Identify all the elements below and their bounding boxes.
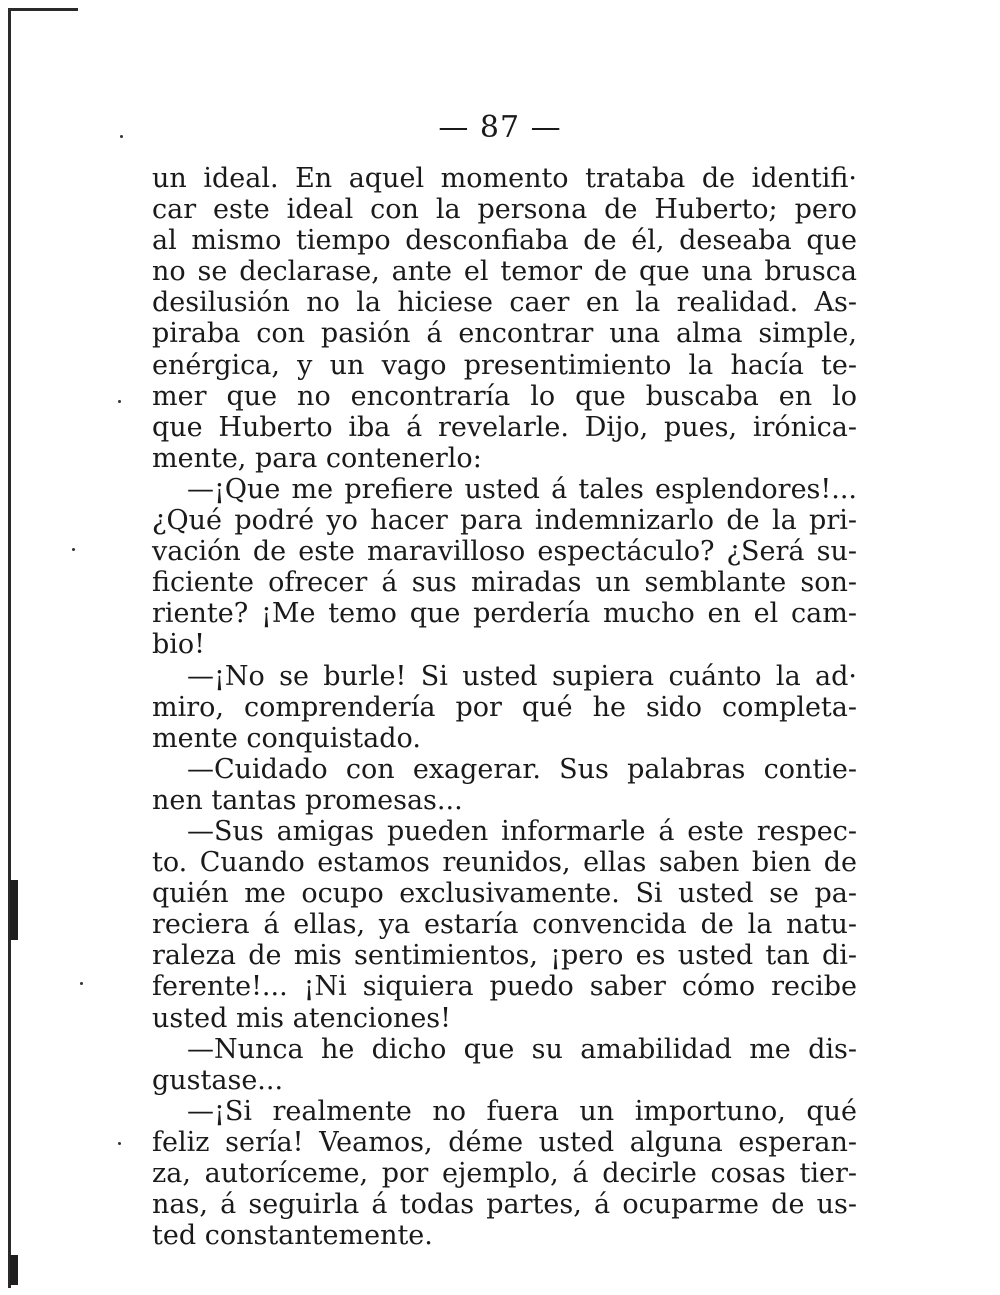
text-line: no se declarase, ante el temor de que una brusca (152, 256, 857, 288)
body-text (152, 163, 857, 1251)
scan-edge-blot (10, 1255, 18, 1285)
scan-speck (118, 400, 121, 403)
scan-speck (118, 1142, 121, 1145)
text-line: —Cuidado con exagerar. Sus palabras contie- (187, 753, 857, 785)
scan-edge-top-mark (8, 8, 78, 11)
text-line: nas, á seguirla á todas partes, á ocuparme de us- (152, 1189, 857, 1221)
text-line: que Huberto iba á revelarle. Dijo, pues, irónica- (152, 411, 857, 443)
text-line: raleza de mis sentimientos, ¡pero es usted tan di- (152, 940, 857, 972)
scan-speck (72, 548, 75, 551)
text-line: ficiente ofrecer á sus miradas un semblante son- (152, 567, 857, 599)
text-line: desilusión no la hiciese caer en la realidad. As- (152, 287, 857, 319)
text-line: bio! (152, 629, 206, 661)
text-line: car este ideal con la persona de Huberto; pero (152, 194, 857, 226)
text-line: ferente!... ¡Ni siquiera puedo saber cómo recibe (152, 971, 857, 1003)
text-line: mente conquistado. (152, 722, 421, 754)
page-number: — 87 — (438, 110, 562, 145)
text-line: gustase... (152, 1064, 284, 1096)
text-line: ¿Qué podré yo hacer para indemnizarlo de la pri- (152, 505, 857, 537)
text-line: to. Cuando estamos reunidos, ellas saben bien de (152, 847, 857, 879)
text-line: nen tantas promesas... (152, 784, 463, 816)
text-line: un ideal. En aquel momento trataba de identifi· (152, 163, 857, 194)
text-line: —Sus amigas pueden informarle á este respec- (187, 815, 857, 847)
text-line: mente, para contenerlo: (152, 442, 482, 474)
text-line: riente? ¡Me temo que perdería mucho en el cam- (152, 598, 857, 630)
text-line: feliz sería! Veamos, déme usted alguna esperan- (152, 1126, 857, 1158)
text-line: —Nunca he dicho que su amabilidad me dis- (187, 1033, 857, 1065)
text-line: —¡No se burle! Si usted supiera cuánto la ad· (187, 660, 857, 692)
text-line: —¡Si realmente no fuera un importuno, qué (187, 1095, 857, 1127)
text-line: al mismo tiempo desconfiaba de él, deseaba que (152, 225, 857, 257)
text-line: quién me ocupo exclusivamente. Si usted se pa- (152, 878, 857, 910)
scan-binding-edge (0, 0, 30, 1295)
scan-speck (80, 982, 83, 985)
text-line: —¡Que me prefiere usted á tales esplendores!... (187, 473, 857, 505)
scan-edge-line (8, 8, 11, 1288)
text-line: usted mis atenciones! (152, 1002, 452, 1034)
text-line: enérgica, y un vago presentimiento la hacía te- (152, 349, 857, 381)
text-line: vación de este maravilloso espectáculo? ¿Será su- (152, 536, 857, 568)
scan-edge-blot (10, 880, 18, 940)
text-line: miro, comprendería por qué he sido completa- (152, 691, 857, 723)
text-line: za, autoríceme, por ejemplo, á decirle cosas tier- (152, 1158, 857, 1189)
text-line: mer que no encontraría lo que buscaba en lo (152, 380, 857, 412)
text-line: piraba con pasión á encontrar una alma simple, (152, 318, 857, 350)
text-line: reciera á ellas, ya estaría convencida de la natu- (152, 909, 857, 941)
text-line: ted constantemente. (152, 1220, 433, 1252)
